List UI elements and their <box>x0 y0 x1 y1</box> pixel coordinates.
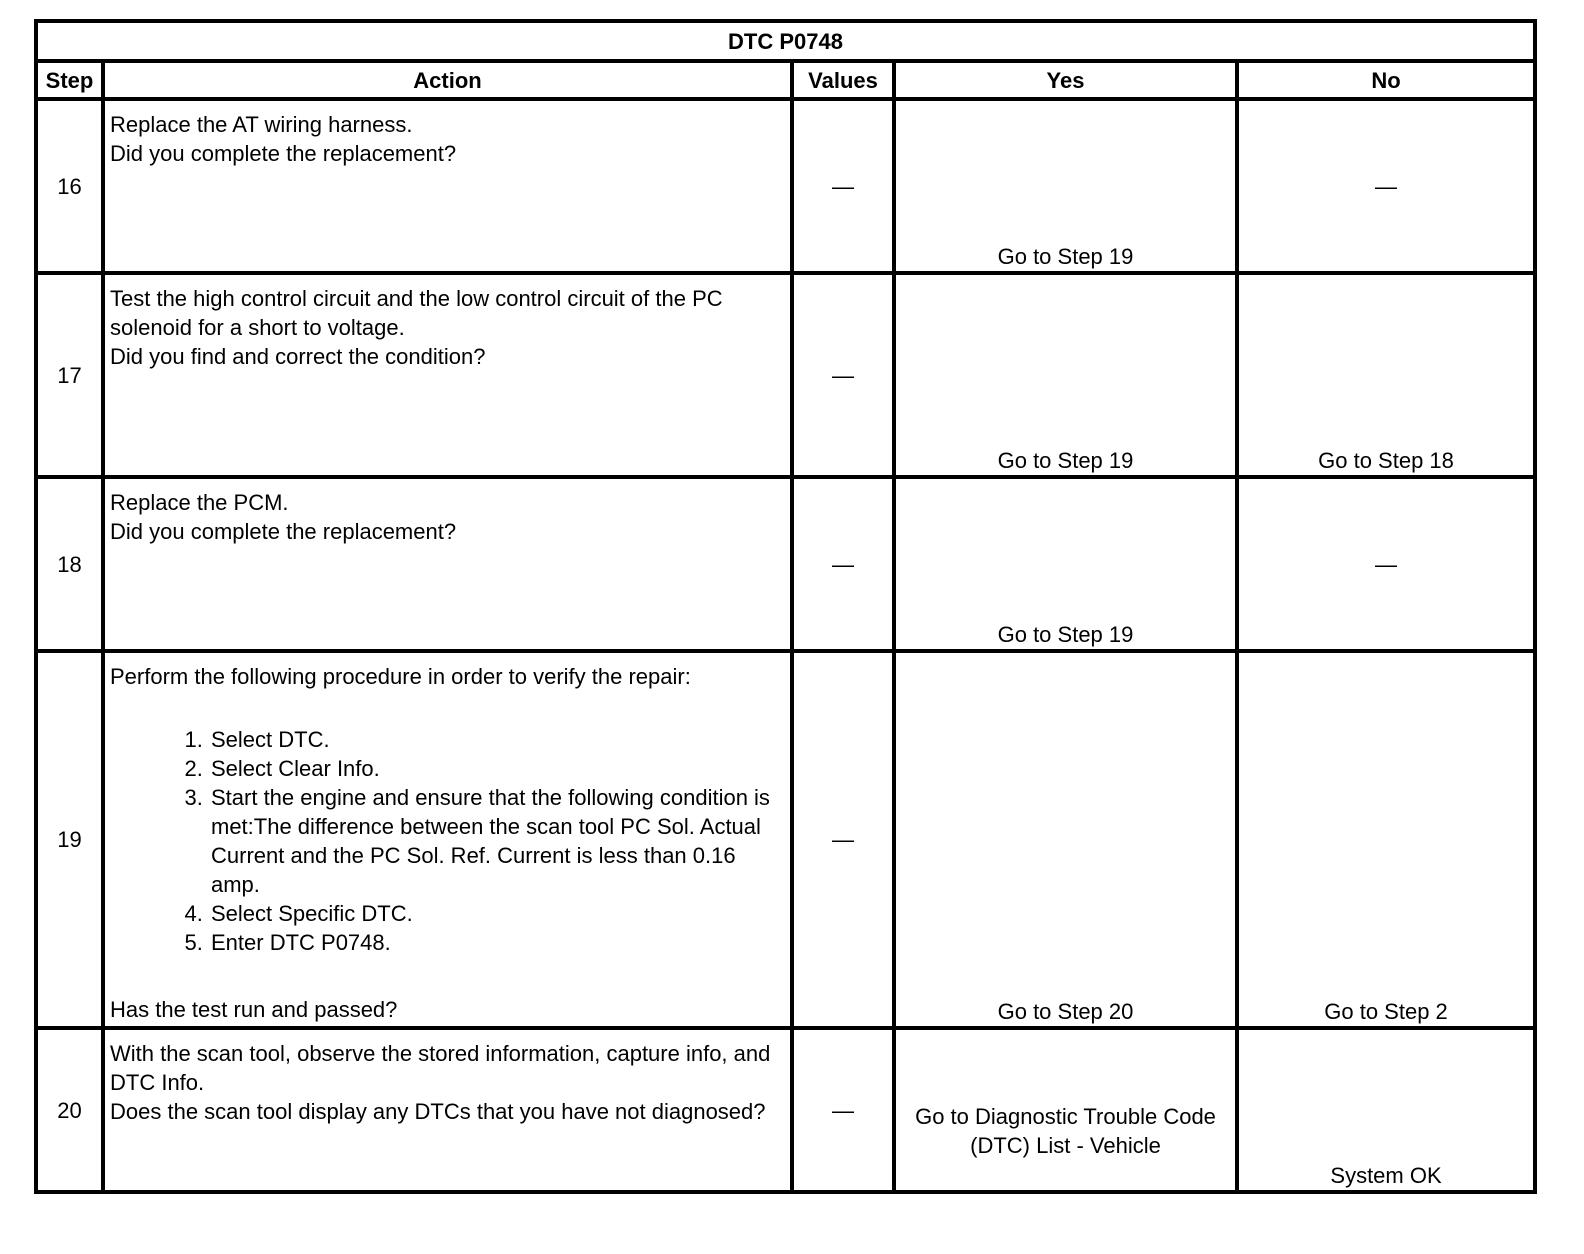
step-number: 18 <box>36 477 103 651</box>
action-text: Perform the following procedure in order to verify the repair: <box>110 664 691 689</box>
yes-cell <box>894 1028 1237 1192</box>
values-cell: — <box>792 99 894 273</box>
procedure-step: 4. Select Specific DTC. <box>209 899 784 928</box>
table-row-step-16 <box>36 99 1535 273</box>
yes-cell: Go to Step 20 <box>894 651 1237 1028</box>
header-row <box>36 61 1535 99</box>
action-cell <box>103 99 792 273</box>
diagnostic-table <box>34 19 1537 1194</box>
step-number: 20 <box>36 1028 103 1192</box>
no-cell: — <box>1237 477 1535 651</box>
action-cell <box>103 651 792 1028</box>
no-cell: Go to Step 2 <box>1237 651 1535 1028</box>
action-question: Did you complete the replacement? <box>110 141 457 166</box>
procedure-step: 2. Select Clear Info. <box>209 754 784 783</box>
step-number: 17 <box>36 273 103 477</box>
header-yes: Yes <box>894 61 1237 99</box>
step-number: 19 <box>36 651 103 1028</box>
yes-cell: Go to Step 19 <box>894 273 1237 477</box>
values-cell: — <box>792 1028 894 1192</box>
header-step: Step <box>36 61 103 99</box>
table-row-step-18 <box>36 477 1535 651</box>
table-row-step-17 <box>36 273 1535 477</box>
procedure-step: 3. Start the engine and ensure that the following condition is met:The difference between the scan tool PC Sol. Actual Current and the PC Sol. Ref. Current is less than 0.16 amp. <box>209 783 784 899</box>
action-text: Replace the PCM. <box>110 490 289 515</box>
action-cell <box>103 477 792 651</box>
action-question: Did you complete the replacement? <box>110 519 457 544</box>
values-cell: — <box>792 477 894 651</box>
no-cell: System OK <box>1237 1028 1535 1192</box>
no-cell: Go to Step 18 <box>1237 273 1535 477</box>
yes-cell: Go to Step 19 <box>894 99 1237 273</box>
header-no: No <box>1237 61 1535 99</box>
action-text: Replace the AT wiring harness. <box>110 112 413 137</box>
action-question: Has the test run and passed? <box>110 997 398 1022</box>
action-cell <box>103 273 792 477</box>
action-question: Did you find and correct the condition? <box>110 344 486 369</box>
step-number: 16 <box>36 99 103 273</box>
values-cell: — <box>792 273 894 477</box>
table-row-step-20 <box>36 1028 1535 1192</box>
header-action: Action <box>103 61 792 99</box>
action-text: Test the high control circuit and the low control circuit of the PC solenoid for a short to voltage. <box>110 286 723 340</box>
table-row-step-19 <box>36 651 1535 1028</box>
procedure-list <box>110 725 784 957</box>
action-cell <box>103 1028 792 1192</box>
procedure-step: 1. Select DTC. <box>209 725 784 754</box>
no-cell: — <box>1237 99 1535 273</box>
table-title: DTC P0748 <box>36 21 1535 61</box>
header-values: Values <box>792 61 894 99</box>
values-cell: — <box>792 651 894 1028</box>
action-text: With the scan tool, observe the stored information, capture info, and DTC Info. <box>110 1041 771 1095</box>
procedure-step: 5. Enter DTC P0748. <box>209 928 784 957</box>
yes-cell: Go to Step 19 <box>894 477 1237 651</box>
yes-link-text: Go to Diagnostic Trouble Code (DTC) List - Vehicle <box>915 1104 1216 1158</box>
action-question: Does the scan tool display any DTCs that you have not diagnosed? <box>110 1099 766 1124</box>
